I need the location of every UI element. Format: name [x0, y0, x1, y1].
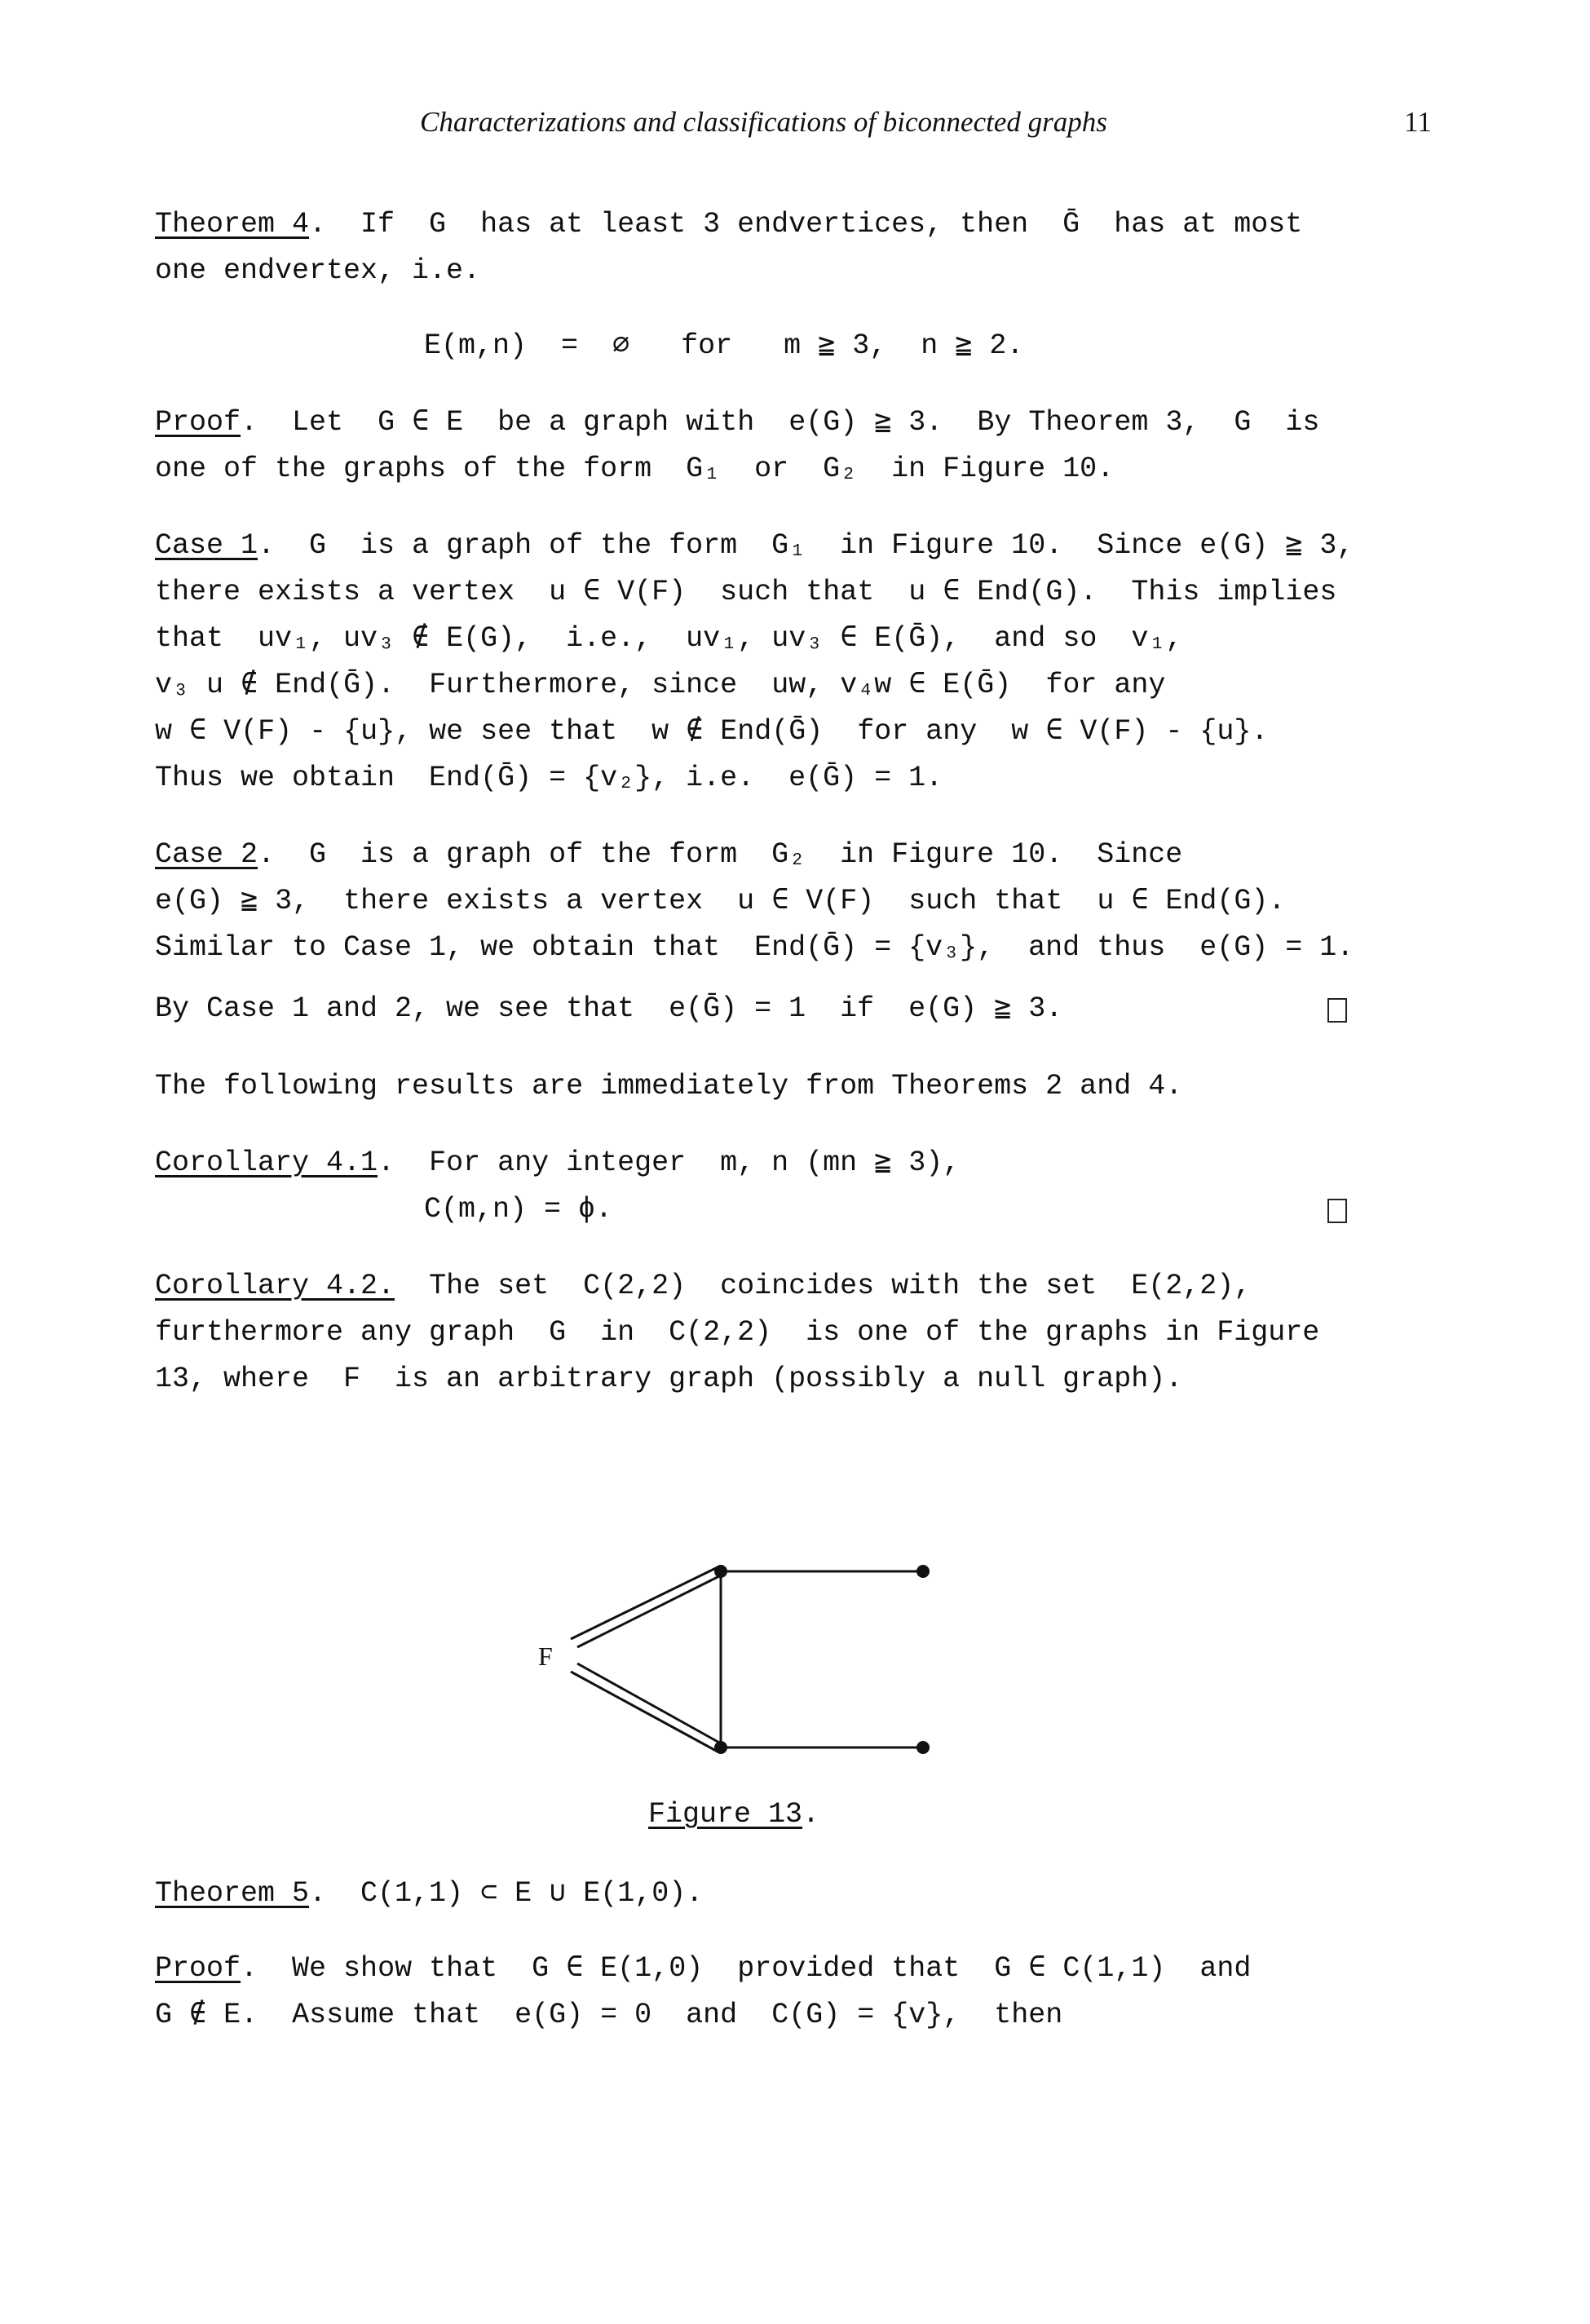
- f-double-edge-bottom: [571, 1663, 721, 1752]
- qed-box: [1327, 1199, 1347, 1223]
- case2-line2: e(G) ≧ 3, there exists a vertex u ∈ V(F) such that u ∈ End(G).: [155, 885, 1286, 917]
- vertex-bottom-end: [916, 1741, 930, 1754]
- theorem5-label: Theorem 5: [155, 1877, 310, 1910]
- case1-line1: Case 1. G is a graph of the form G₁ in Figure 10. Since e(G) ≧ 3,: [155, 529, 1354, 562]
- theorem4-line1: Theorem 4. If G has at least 3 endvertices, then Ḡ has at most: [155, 208, 1303, 241]
- corollary41-line1: Corollary 4.1. For any integer m, n (mn ≧ 3),: [155, 1147, 961, 1179]
- corollary42-line2: furthermore any graph G in C(2,2) is one of the graphs in Figure: [155, 1316, 1320, 1349]
- f-label: F: [538, 1641, 553, 1671]
- f-double-edge-top: [571, 1567, 721, 1647]
- corollary41-label: Corollary 4.1: [155, 1147, 378, 1179]
- corollary42-line3: 13, where F is an arbitrary graph (possibly a null graph).: [155, 1363, 1183, 1395]
- proof1-line1: Proof. Let G ∈ E be a graph with e(G) ≧ 3. By Theorem 3, G is: [155, 406, 1320, 439]
- vertex-top-left: [714, 1565, 727, 1578]
- case2-label: Case 2: [155, 838, 258, 871]
- case1-label: Case 1: [155, 529, 258, 562]
- theorem4-line2: one endvertex, i.e.: [155, 254, 481, 287]
- corollary42-label: Corollary 4.2.: [155, 1270, 395, 1302]
- theorem5-line: Theorem 5. C(1,1) ⊂ E ∪ E(1,0).: [155, 1877, 704, 1910]
- proof2-label: Proof: [155, 1952, 241, 1985]
- case-conclusion: By Case 1 and 2, we see that e(Ḡ) = 1 if e(G) ≧ 3.: [155, 992, 1063, 1025]
- qed-box: [1327, 998, 1347, 1023]
- case1-line4: v₃ u ∉ End(Ḡ). Furthermore, since uw, v₄w ∈ E(Ḡ) for any: [155, 669, 1166, 701]
- figure-13-graph: [530, 1525, 954, 1794]
- figure-13-caption: Figure 13.: [648, 1798, 820, 1831]
- page-number: 11: [1404, 106, 1432, 138]
- proof1-label: Proof: [155, 406, 241, 439]
- case1-line6: Thus we obtain End(Ḡ) = {v₂}, i.e. e(Ḡ) = 1.: [155, 762, 943, 794]
- case1-line5: w ∈ V(F) - {u}, we see that w ∉ End(Ḡ) for any w ∈ V(F) - {u}.: [155, 715, 1269, 748]
- case2-line3: Similar to Case 1, we obtain that End(Ḡ) = {v₃}, and thus e(G) = 1.: [155, 931, 1354, 964]
- corollary42-line1: Corollary 4.2. The set C(2,2) coincides with the set E(2,2),: [155, 1270, 1252, 1302]
- proof2-line2: G ∉ E. Assume that e(G) = 0 and C(G) = {v}, then: [155, 1999, 1063, 2031]
- proof1-line2: one of the graphs of the form G₁ or G₂ in Figure 10.: [155, 453, 1115, 485]
- theorem4-formula: E(m,n) = ∅ for m ≧ 3, n ≧ 2.: [424, 329, 1024, 362]
- case1-line3: that uv₁, uv₃ ∉ E(G), i.e., uv₁, uv₃ ∈ E(Ḡ), and so v₁,: [155, 622, 1183, 655]
- vertex-top-end: [916, 1565, 930, 1578]
- vertex-bottom-left: [714, 1741, 727, 1754]
- following-results: The following results are immediately from Theorems 2 and 4.: [155, 1070, 1183, 1102]
- corollary41-line2: C(m,n) = ϕ.: [424, 1193, 613, 1226]
- page-header: [0, 106, 1590, 155]
- case2-line1: Case 2. G is a graph of the form G₂ in Figure 10. Since: [155, 838, 1183, 871]
- proof2-line1: Proof. We show that G ∈ E(1,0) provided that G ∈ C(1,1) and: [155, 1952, 1252, 1985]
- running-title: Characterizations and classifications of biconnected graphs: [420, 106, 1107, 138]
- case1-line2: there exists a vertex u ∈ V(F) such that u ∈ End(G). This implies: [155, 576, 1337, 608]
- theorem4-label: Theorem 4: [155, 208, 310, 241]
